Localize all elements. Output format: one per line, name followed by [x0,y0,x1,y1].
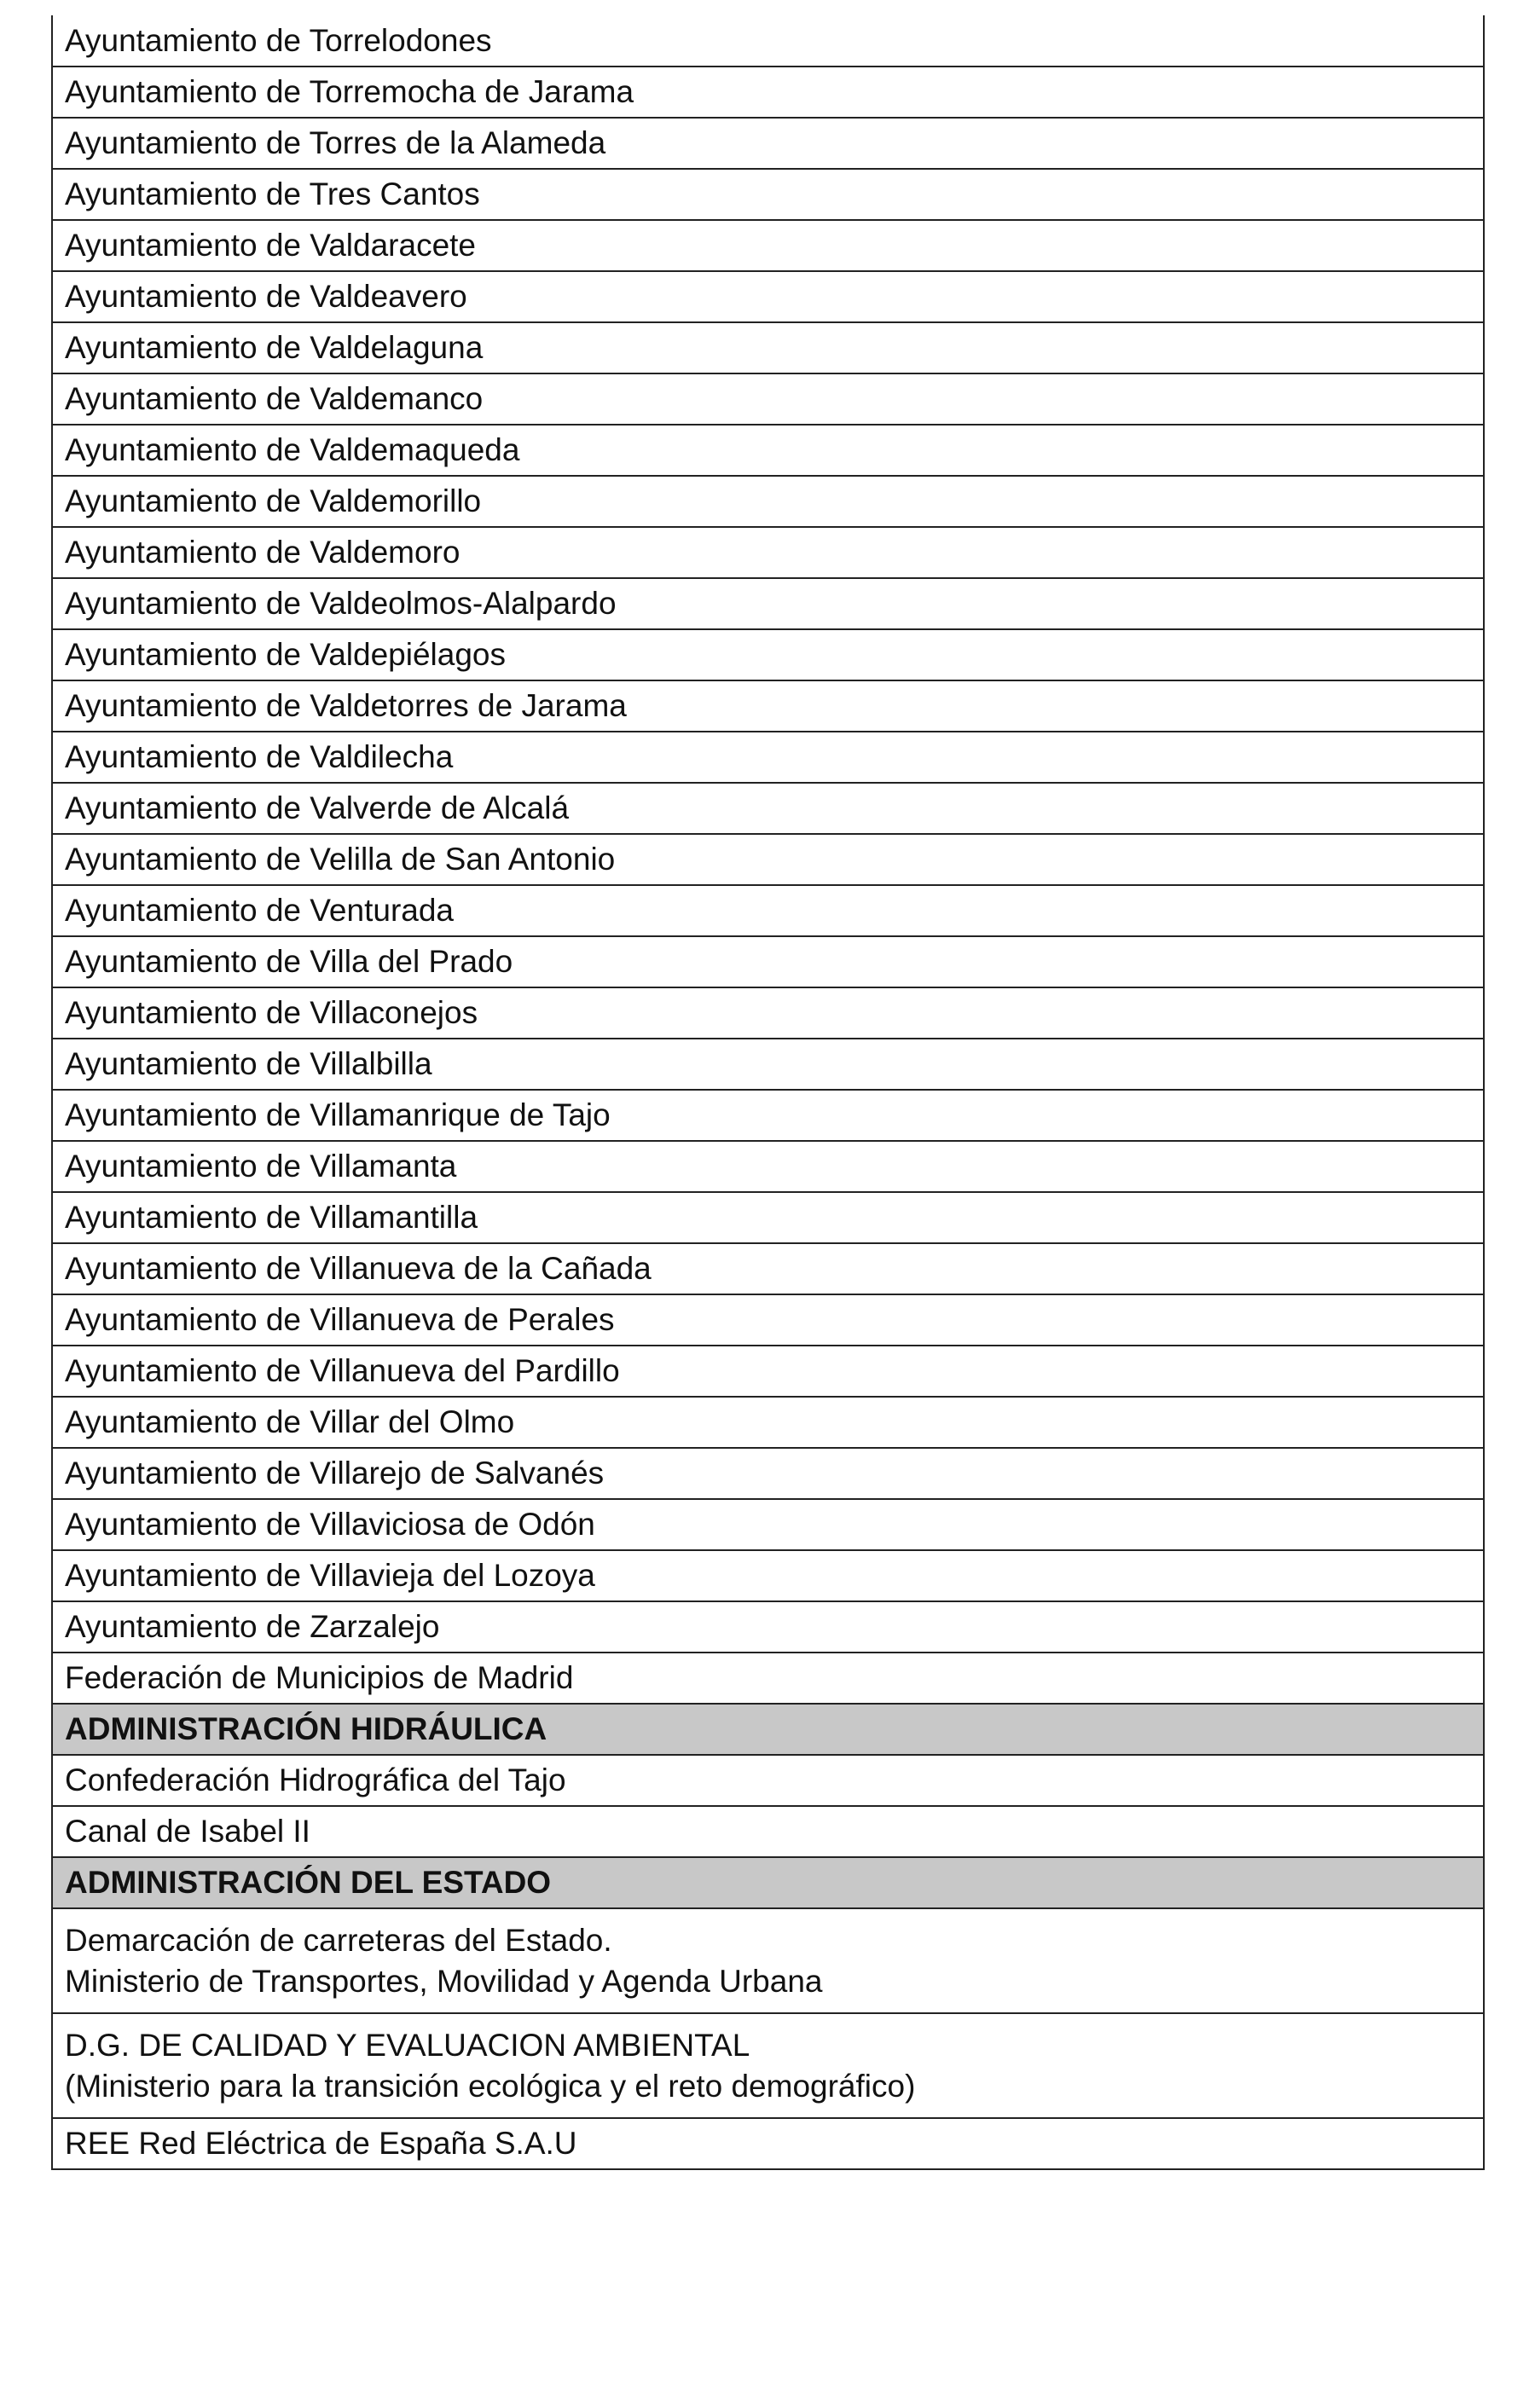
entity-cell: Ayuntamiento de Villanueva de la Cañada [52,1243,1484,1294]
table-row [52,1755,1484,1806]
table-body [52,15,1484,2169]
section-header-row [52,1857,1484,1908]
table-row [52,1601,1484,1653]
entity-cell: Ayuntamiento de Villanueva del Pardillo [52,1346,1484,1397]
entity-cell: Ayuntamiento de Valdeolmos-Alalpardo [52,578,1484,629]
entity-cell: Ayuntamiento de Venturada [52,885,1484,936]
entity-cell: Ayuntamiento de Valdemanco [52,373,1484,425]
table-row [52,732,1484,783]
entity-cell: Ayuntamiento de Torres de la Alameda [52,118,1484,169]
table-row [52,1039,1484,1090]
entity-cell: Ayuntamiento de Villar del Olmo [52,1397,1484,1448]
entity-cell: Ayuntamiento de Villa del Prado [52,936,1484,987]
table-row [52,2118,1484,2169]
table-row [52,1653,1484,1704]
table-row [52,1243,1484,1294]
table-row [52,169,1484,220]
entity-cell: Ayuntamiento de Tres Cantos [52,169,1484,220]
entity-cell: Confederación Hidrográfica del Tajo [52,1755,1484,1806]
entity-cell: Ayuntamiento de Villamanta [52,1141,1484,1192]
entity-cell: Ayuntamiento de Villaviciosa de Odón [52,1499,1484,1550]
section-header-cell: ADMINISTRACIÓN DEL ESTADO [52,1857,1484,1908]
table-row [52,1090,1484,1141]
table-row [52,1141,1484,1192]
entity-cell: REE Red Eléctrica de España S.A.U [52,2118,1484,2169]
table-row [52,1346,1484,1397]
table-row [52,987,1484,1039]
section-header-row [52,1704,1484,1755]
entity-line: Demarcación de carreteras del Estado. [65,1923,612,1959]
entity-cell: Ayuntamiento de Valdemorillo [52,476,1484,527]
table-row [52,1192,1484,1243]
table-row [52,1397,1484,1448]
table-row [52,373,1484,425]
entity-line: Ministerio de Transportes, Movilidad y Agenda Urbana [65,1963,823,1999]
table-row [52,2013,1484,2118]
entity-cell: Ayuntamiento de Valdilecha [52,732,1484,783]
entity-cell: Ayuntamiento de Velilla de San Antonio [52,834,1484,885]
entity-cell: Ayuntamiento de Villarejo de Salvanés [52,1448,1484,1499]
entity-cell: Ayuntamiento de Villalbilla [52,1039,1484,1090]
table-row [52,629,1484,680]
table-row [52,118,1484,169]
table-row [52,1448,1484,1499]
table-row [52,67,1484,118]
table-row [52,1550,1484,1601]
entity-cell: Ayuntamiento de Valdaracete [52,220,1484,271]
entity-cell: Ayuntamiento de Valdepiélagos [52,629,1484,680]
table-row [52,578,1484,629]
entity-cell: Ayuntamiento de Villaconejos [52,987,1484,1039]
entity-cell: Ayuntamiento de Villamanrique de Tajo [52,1090,1484,1141]
entity-cell [52,2013,1484,2118]
table-row [52,1908,1484,2013]
entity-cell: Ayuntamiento de Villavieja del Lozoya [52,1550,1484,1601]
entity-cell: Ayuntamiento de Villanueva de Perales [52,1294,1484,1346]
table-row [52,15,1484,67]
entity-cell: Federación de Municipios de Madrid [52,1653,1484,1704]
entity-cell: Ayuntamiento de Valdetorres de Jarama [52,680,1484,732]
table-row [52,220,1484,271]
table-row [52,783,1484,834]
entity-cell: Ayuntamiento de Valverde de Alcalá [52,783,1484,834]
consulted-entities-table [51,15,1485,2170]
section-header-cell: ADMINISTRACIÓN HIDRÁULICA [52,1704,1484,1755]
entity-cell: Ayuntamiento de Torremocha de Jarama [52,67,1484,118]
table-row [52,885,1484,936]
entity-cell: Ayuntamiento de Valdemaqueda [52,425,1484,476]
entity-line: D.G. DE CALIDAD Y EVALUACION AMBIENTAL [65,2028,750,2064]
entity-line: (Ministerio para la transición ecológica y el reto demográfico) [65,2068,916,2104]
table-row [52,425,1484,476]
table-row [52,834,1484,885]
entity-cell [52,1908,1484,2013]
entity-cell: Ayuntamiento de Zarzalejo [52,1601,1484,1653]
entity-cell: Canal de Isabel II [52,1806,1484,1857]
table-row [52,1806,1484,1857]
table-row [52,936,1484,987]
table-row [52,476,1484,527]
entity-cell: Ayuntamiento de Torrelodones [52,15,1484,67]
entity-cell: Ayuntamiento de Valdelaguna [52,322,1484,373]
table-row [52,1294,1484,1346]
table-row [52,680,1484,732]
table-row [52,322,1484,373]
entity-cell: Ayuntamiento de Valdeavero [52,271,1484,322]
entity-cell: Ayuntamiento de Villamantilla [52,1192,1484,1243]
entity-cell: Ayuntamiento de Valdemoro [52,527,1484,578]
table-row [52,527,1484,578]
table-row [52,271,1484,322]
table-row [52,1499,1484,1550]
